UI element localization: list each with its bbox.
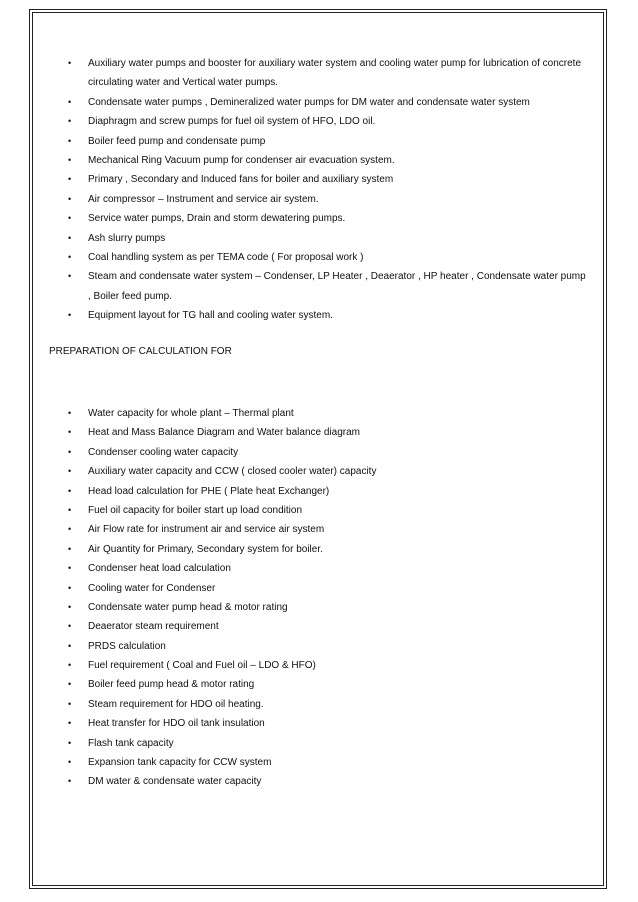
- bullet-icon: •: [68, 621, 72, 632]
- bullet-icon: •: [68, 543, 72, 554]
- list-item-text: Mechanical Ring Vacuum pump for condenser air evacuation system.: [88, 154, 395, 166]
- list-item-text: Flash tank capacity: [88, 737, 174, 749]
- list-item-text: Diaphragm and screw pumps for fuel oil system of HFO, LDO oil.: [88, 116, 376, 128]
- list-item-text: Boiler feed pump head & motor rating: [88, 679, 255, 691]
- calculation-heading: PREPARATION OF CALCULATION FOR: [49, 346, 232, 357]
- list-item: [0, 714, 638, 733]
- bullet-icon: •: [68, 213, 72, 224]
- bullet-icon: •: [68, 408, 72, 418]
- list-item: [0, 772, 638, 791]
- bullet-icon: •: [68, 154, 72, 165]
- list-item: [0, 462, 638, 481]
- bullet-icon: •: [68, 698, 72, 709]
- bullet-icon: •: [68, 232, 72, 243]
- list-item: [0, 112, 638, 131]
- bullet-icon: •: [68, 757, 72, 768]
- calculation-list: [0, 404, 638, 792]
- list-item-text: Steam requirement for HDO oil heating.: [88, 698, 264, 710]
- list-item: [0, 404, 638, 423]
- list-item: [0, 54, 638, 93]
- list-item: [0, 170, 638, 189]
- list-item-text: Expansion tank capacity for CCW system: [88, 757, 272, 769]
- bullet-icon: •: [68, 660, 72, 671]
- list-item-text: Condenser heat load calculation: [88, 563, 231, 575]
- bullet-icon: •: [68, 563, 72, 574]
- list-item-text: Water capacity for whole plant – Thermal plant: [88, 408, 294, 419]
- list-item: [0, 637, 638, 656]
- list-item-text: Condensate water pumps , Demineralized water pumps for DM water and condensate water system: [88, 96, 530, 108]
- list-item-text: Fuel requirement ( Coal and Fuel oil – LDO & HFO): [88, 660, 316, 672]
- list-item: [0, 501, 638, 520]
- bullet-icon: •: [68, 58, 72, 68]
- bullet-icon: •: [68, 135, 72, 146]
- bullet-icon: •: [68, 427, 72, 438]
- equipment-list: [0, 54, 638, 326]
- list-item: [0, 598, 638, 617]
- bullet-icon: •: [68, 776, 72, 787]
- list-item: [0, 132, 638, 151]
- bullet-icon: •: [68, 737, 72, 748]
- list-item: [0, 229, 638, 248]
- list-item: [0, 559, 638, 578]
- list-item: [0, 190, 638, 209]
- list-item: [0, 423, 638, 442]
- list-item-text: Condensate water pump head & motor rating: [88, 601, 288, 613]
- bullet-icon: •: [68, 174, 72, 185]
- list-item-text: Head load calculation for PHE ( Plate heat Exchanger): [88, 485, 330, 497]
- list-item: [0, 482, 638, 501]
- bullet-icon: •: [68, 310, 72, 321]
- list-item: [0, 443, 638, 462]
- list-item-text: Heat transfer for HDO oil tank insulation: [88, 718, 265, 730]
- list-item-text: Boiler feed pump and condensate pump: [88, 135, 266, 147]
- list-item-text: Equipment layout for TG hall and cooling water system.: [88, 310, 333, 322]
- list-item: [0, 209, 638, 228]
- bullet-icon: •: [68, 251, 72, 262]
- bullet-icon: •: [68, 640, 72, 651]
- bullet-icon: •: [68, 504, 72, 515]
- list-item: [0, 520, 638, 539]
- list-item: [0, 675, 638, 694]
- list-item-text: Air Flow rate for instrument air and service air system: [88, 524, 325, 536]
- list-item: [0, 306, 638, 325]
- list-item-text: Auxiliary water capacity and CCW ( closed cooler water) capacity: [88, 466, 377, 478]
- bullet-icon: •: [68, 524, 72, 535]
- list-item: [0, 267, 638, 306]
- list-item-text: Air compressor – Instrument and service air system.: [88, 193, 319, 205]
- list-item: [0, 540, 638, 559]
- list-item: [0, 656, 638, 675]
- bullet-icon: •: [68, 193, 72, 204]
- list-item-text: Fuel oil capacity for boiler start up load condition: [88, 504, 303, 516]
- list-item-text: Primary , Secondary and Induced fans for boiler and auxiliary system: [88, 174, 394, 186]
- list-item: [0, 248, 638, 267]
- list-item-text: Coal handling system as per TEMA code ( For proposal work ): [88, 251, 364, 263]
- list-item: [0, 734, 638, 753]
- list-item: [0, 151, 638, 170]
- bullet-icon: •: [68, 679, 72, 690]
- list-item-text: Condenser cooling water capacity: [88, 446, 239, 458]
- list-item-text: Steam and condensate water system – Condenser, LP Heater , Deaerator , HP heater , Condensate water pump , Boiler feed pump.: [88, 271, 586, 302]
- list-item: [0, 753, 638, 772]
- list-item: [0, 617, 638, 636]
- list-item-text: Heat and Mass Balance Diagram and Water balance diagram: [88, 427, 360, 439]
- list-item-text: Deaerator steam requirement: [88, 621, 219, 633]
- list-item-text: Auxiliary water pumps and booster for auxiliary water system and cooling water pump for lubrication of concrete circulating water and Vertical water pumps.: [88, 58, 582, 89]
- bullet-icon: •: [68, 116, 72, 127]
- list-item-text: DM water & condensate water capacity: [88, 776, 262, 788]
- bullet-icon: •: [68, 271, 72, 282]
- bullet-icon: •: [68, 582, 72, 593]
- bullet-icon: •: [68, 601, 72, 612]
- list-item-text: Ash slurry pumps: [88, 232, 166, 244]
- bullet-icon: •: [68, 466, 72, 477]
- list-item: [0, 695, 638, 714]
- list-item-text: Service water pumps, Drain and storm dewatering pumps.: [88, 213, 346, 225]
- bullet-icon: •: [68, 446, 72, 457]
- bullet-icon: •: [68, 96, 72, 107]
- bullet-icon: •: [68, 718, 72, 729]
- bullet-icon: •: [68, 485, 72, 496]
- list-item-text: Cooling water for Condenser: [88, 582, 216, 594]
- list-item: [0, 579, 638, 598]
- list-item-text: Air Quantity for Primary, Secondary system for boiler.: [88, 543, 323, 555]
- list-item: [0, 93, 638, 112]
- list-item-text: PRDS calculation: [88, 640, 166, 652]
